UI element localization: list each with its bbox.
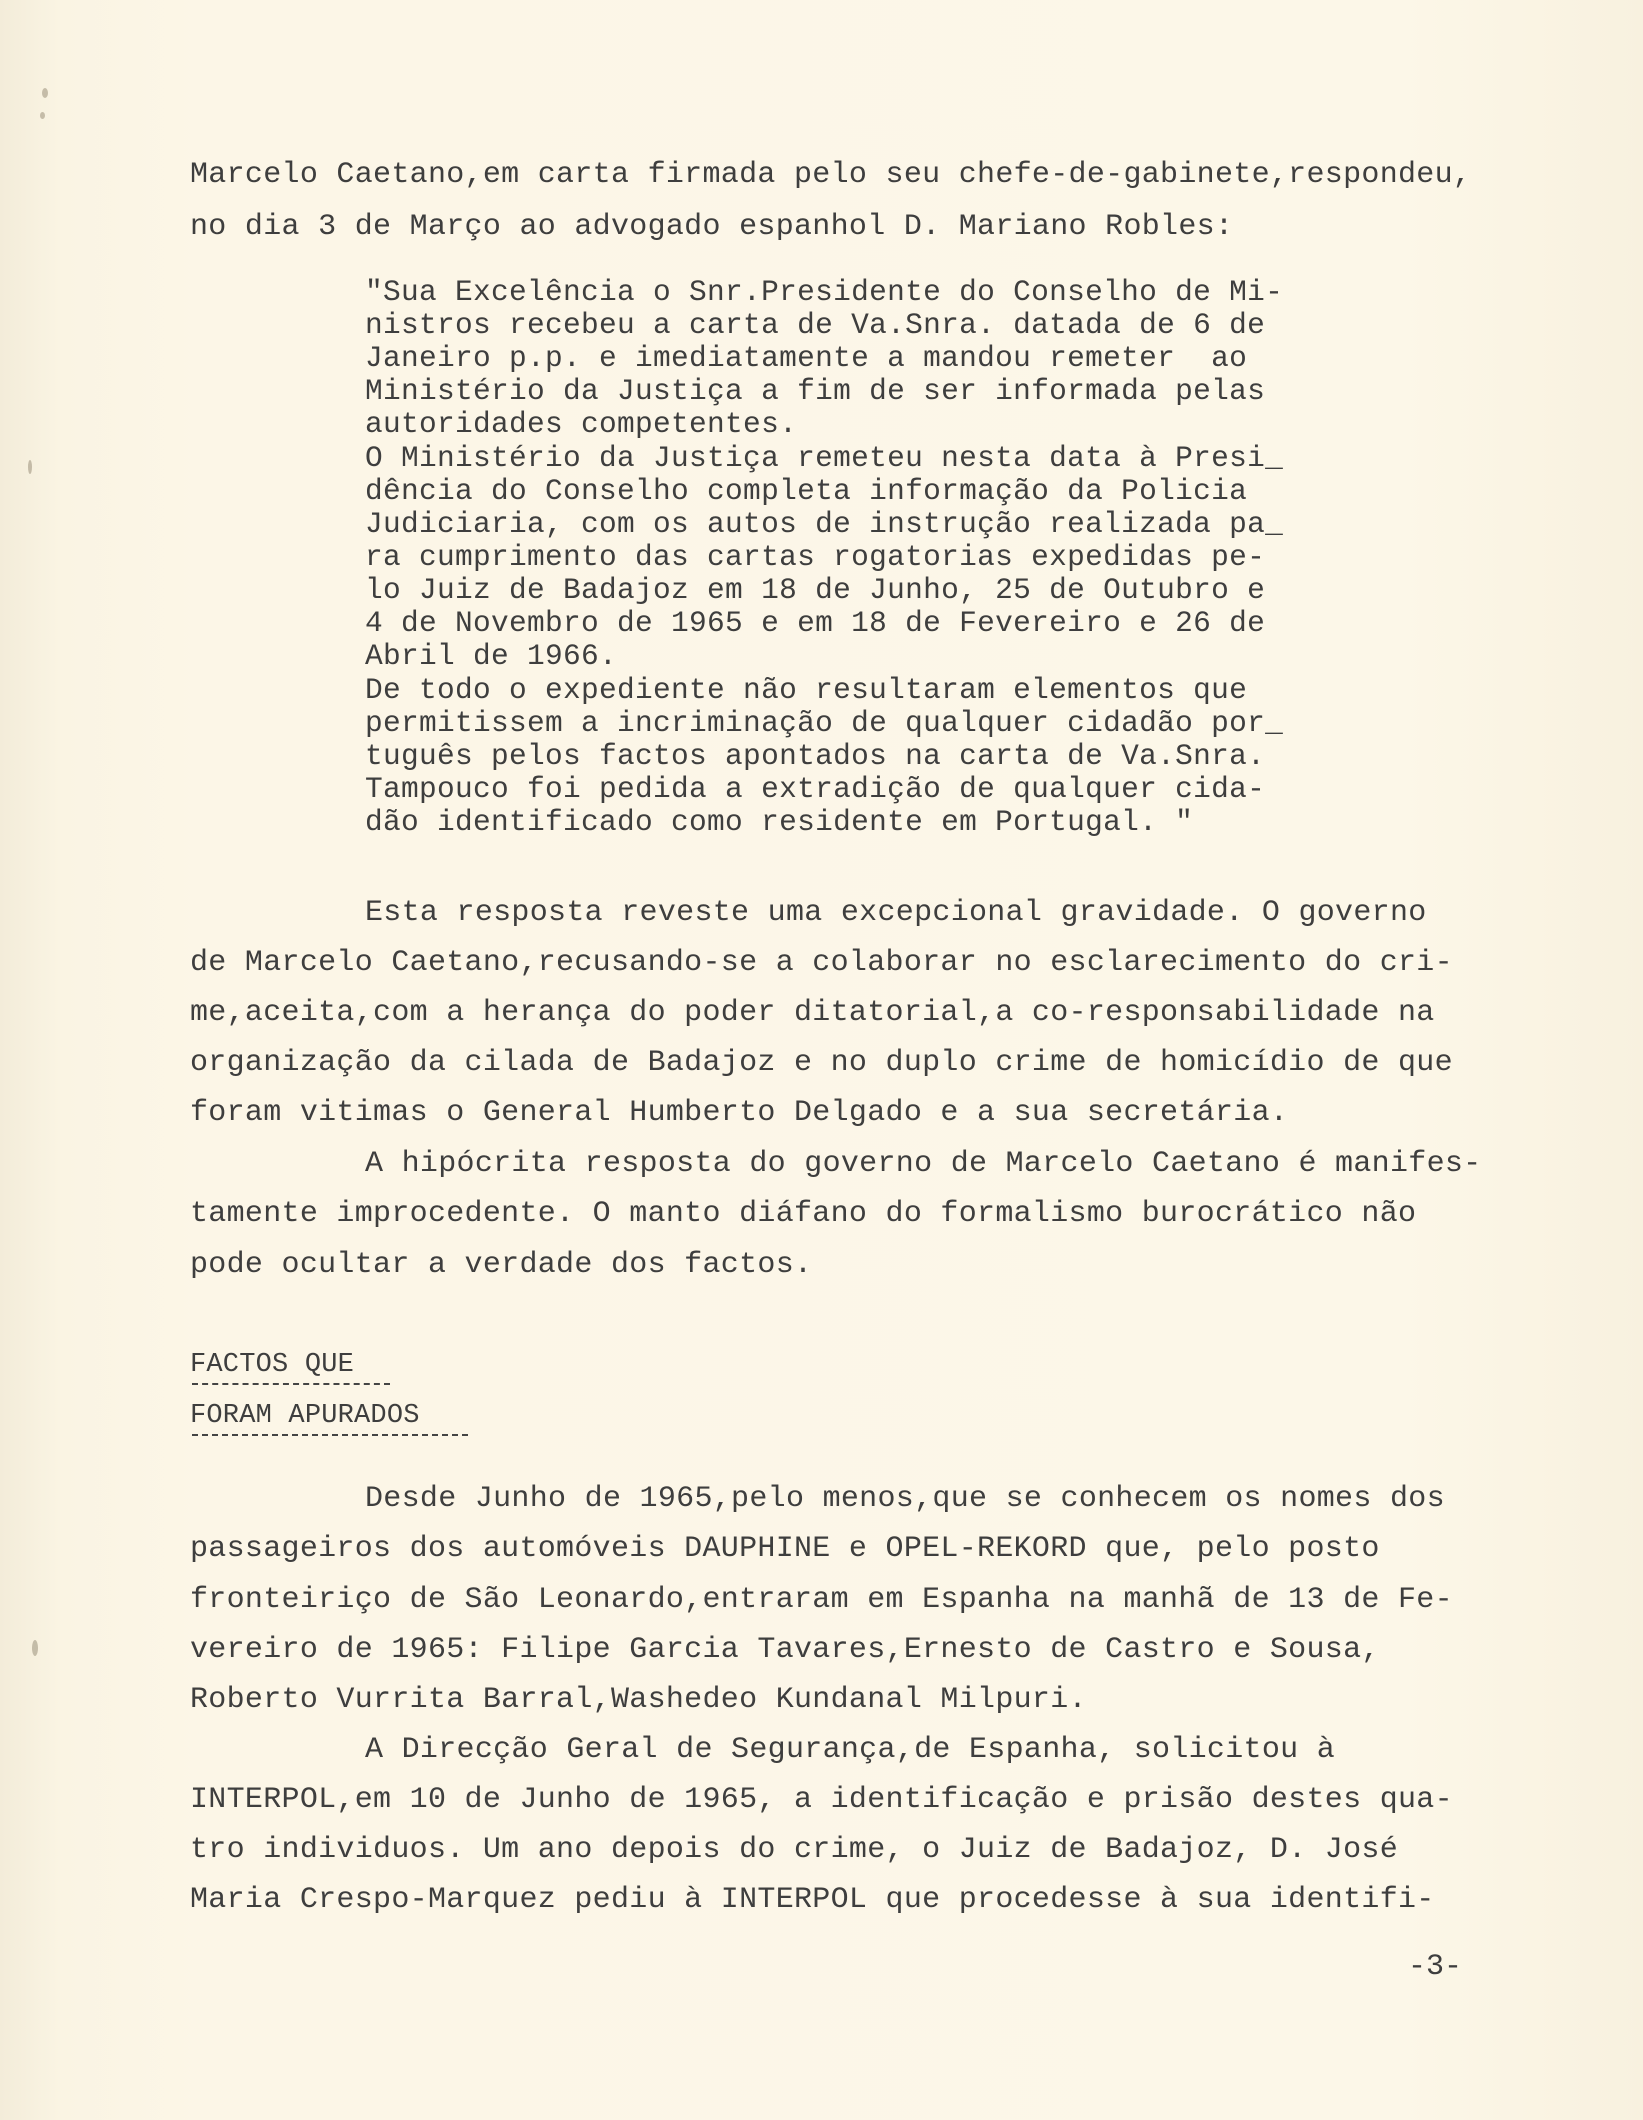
quote-line: Judiciaria, com os autos de instrução realizada pa_ xyxy=(365,507,1284,541)
quote-line: tuguês pelos factos apontados na carta de Va.Snra. xyxy=(365,739,1266,773)
quote-line: O Ministério da Justiça remeteu nesta data à Presi_ xyxy=(365,441,1284,475)
paragraph-line: pode ocultar a verdade dos factos. xyxy=(190,1248,813,1282)
quote-line: dência do Conselho completa informação da Policia xyxy=(365,474,1248,508)
paper-speck xyxy=(28,460,32,474)
quote-line: Tampouco foi pedida a extradição de qualquer cida- xyxy=(365,772,1266,806)
paragraph-line: Desde Junho de 1965,pelo menos,que se conhecem os nomes dos xyxy=(365,1482,1445,1516)
paragraph-line: INTERPOL,em 10 de Junho de 1965, a identificação e prisão destes qua- xyxy=(190,1783,1453,1817)
paper-speck xyxy=(32,1640,38,1656)
paragraph-line: tro individuos. Um ano depois do crime, o Juiz de Badajoz, D. José xyxy=(190,1833,1398,1867)
quote-line: nistros recebeu a carta de Va.Snra. datada de 6 de xyxy=(365,308,1266,342)
page-number: -3- xyxy=(1408,1950,1463,1984)
quote-line: ra cumprimento das cartas rogatorias expedidas pe- xyxy=(365,540,1266,574)
heading-underline xyxy=(192,1434,468,1436)
quote-line: 4 de Novembro de 1965 e em 18 de Fevereiro e 26 de xyxy=(365,606,1266,640)
section-heading-line: FACTOS QUE xyxy=(190,1350,355,1380)
paragraph-line: Roberto Vurrita Barral,Washedeo Kundanal Milpuri. xyxy=(190,1683,1087,1717)
quote-line: "Sua Excelência o Snr.Presidente do Conselho de Mi- xyxy=(365,275,1284,309)
paragraph-line: A hipócrita resposta do governo de Marcelo Caetano é manifes- xyxy=(365,1147,1482,1181)
quote-line: dão identificado como residente em Portugal. " xyxy=(365,805,1194,839)
quote-line: Ministério da Justiça a fim de ser informada pelas xyxy=(365,374,1266,408)
paragraph-line: A Direcção Geral de Segurança,de Espanha, solicitou à xyxy=(365,1733,1336,1767)
paragraph-line: foram vitimas o General Humberto Delgado e a sua secretária. xyxy=(190,1096,1289,1130)
paragraph-line: fronteiriço de São Leonardo,entraram em Espanha na manhã de 13 de Fe- xyxy=(190,1583,1453,1617)
paragraph-line: Esta resposta reveste uma excepcional gravidade. O governo xyxy=(365,896,1427,930)
quote-line: Janeiro p.p. e imediatamente a mandou remeter ao xyxy=(365,341,1248,375)
paragraph-line: Maria Crespo-Marquez pediu à INTERPOL que procedesse à sua identifi- xyxy=(190,1883,1435,1917)
paragraph-line: organização da cilada de Badajoz e no duplo crime de homicídio de que xyxy=(190,1046,1453,1080)
quote-line: permitissem a incriminação de qualquer cidadão por_ xyxy=(365,706,1284,740)
paragraph-line: passageiros dos automóveis DAUPHINE e OPEL-REKORD que, pelo posto xyxy=(190,1532,1380,1566)
section-heading-line: FORAM APURADOS xyxy=(190,1401,420,1431)
paragraph-line: me,aceita,com a herança do poder ditatorial,a co-responsabilidade na xyxy=(190,996,1435,1030)
paragraph-line: de Marcelo Caetano,recusando-se a colaborar no esclarecimento do cri- xyxy=(190,946,1453,980)
paper-speck xyxy=(42,88,48,98)
quote-line: De todo o expediente não resultaram elementos que xyxy=(365,673,1248,707)
intro-line: Marcelo Caetano,em carta firmada pelo seu chefe-de-gabinete,respondeu, xyxy=(190,158,1472,192)
paper-speck xyxy=(40,112,45,119)
quote-line: lo Juiz de Badajoz em 18 de Junho, 25 de Outubro e xyxy=(365,573,1266,607)
paragraph-line: tamente improcedente. O manto diáfano do formalismo burocrático não xyxy=(190,1197,1417,1231)
paragraph-line: vereiro de 1965: Filipe Garcia Tavares,Ernesto de Castro e Sousa, xyxy=(190,1633,1380,1667)
quote-line: Abril de 1966. xyxy=(365,639,618,673)
heading-underline xyxy=(192,1383,390,1385)
intro-line: no dia 3 de Março ao advogado espanhol D. Mariano Robles: xyxy=(190,210,1234,244)
quote-line: autoridades competentes. xyxy=(365,407,798,441)
